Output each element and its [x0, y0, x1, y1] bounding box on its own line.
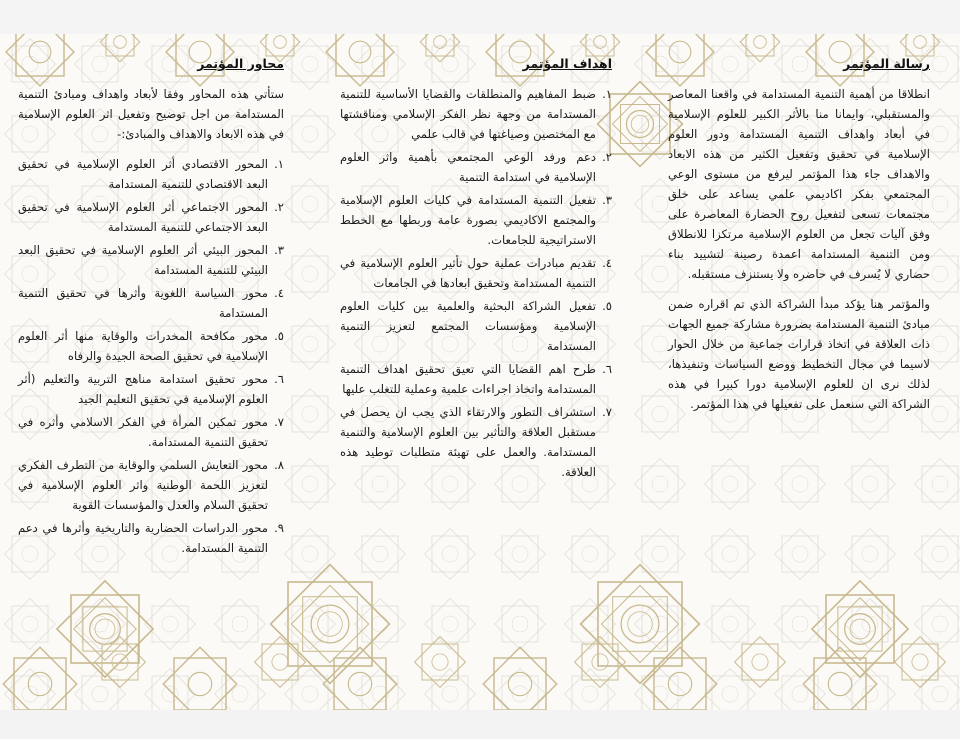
pattern-tile-star: [285, 389, 336, 440]
list-item-number: ٣.: [274, 243, 284, 257]
conference-goals-column: [340, 54, 612, 485]
border-star-bottom: [735, 637, 786, 688]
large-ornament-star: [57, 581, 153, 677]
pattern-tile-star: [355, 669, 406, 710]
list-item-text: دعم ورفد الوعي المجتمعي بأهمية واثر العلوم الإسلامية في استدامة التنمية: [340, 150, 596, 184]
conference-message-title: رسالة المؤتمر: [843, 56, 930, 71]
list-item-number: ٢.: [274, 200, 284, 214]
list-item-text: محور السياسة اللغوية وأثرها في تحقيق التنمية المستدامة: [18, 286, 268, 320]
list-item: [18, 283, 284, 323]
large-ornament-star: [581, 565, 700, 684]
list-item: [340, 359, 612, 399]
list-item: [340, 84, 612, 144]
bottom-margin: [0, 710, 960, 739]
pattern-tile-star: [635, 529, 686, 580]
pattern-tile-star: [915, 529, 960, 580]
pattern-tile-star: [355, 529, 406, 580]
list-item-text: محور تمكين المرأة في الفكر الاسلامي وأثره في تحقيق التنمية المستدامة.: [18, 415, 268, 449]
list-item: [18, 197, 284, 237]
list-item: [340, 147, 612, 187]
pattern-tile-star: [495, 529, 546, 580]
large-ornament-star: [601, 585, 678, 662]
large-ornament-star: [74, 598, 137, 661]
pattern-tile-star: [75, 669, 126, 710]
list-item: [18, 154, 284, 194]
list-item-number: ٥.: [274, 329, 284, 343]
pattern-tile-star: [775, 459, 826, 510]
pattern-tile-star: [845, 669, 896, 710]
top-margin: [0, 0, 960, 34]
border-star-bottom: [163, 647, 237, 710]
list-item-text: محور مكافحة المخدرات والوقاية منها أثر العلوم الإسلامية في تحقيق الصحة الجيدة والرفاه: [18, 329, 268, 363]
large-ornament-star: [271, 565, 390, 684]
list-item: [18, 326, 284, 366]
list-item: [18, 455, 284, 515]
pattern-tile-star: [285, 179, 336, 230]
conference-axes-column: [18, 54, 284, 561]
list-item-number: ١.: [274, 157, 284, 171]
list-item-number: ٦.: [602, 362, 612, 376]
pattern-tile-star: [145, 599, 196, 650]
pattern-tile-star: [285, 599, 336, 650]
pattern-tile-star: [915, 599, 960, 650]
conference-axes-intro: ستأتي هذه المحاور وفقا لأبعاد واهداف ومبادئ التنمية المستدامة من اجل توضيح وتفعيل اثر العلوم الإسلامية في هذه الابعاد والاهداف والمبادئ:-: [18, 87, 284, 141]
list-item-text: تفعيل الشراكة البحثية والعلمية بين كليات العلوم الإسلامية ومؤسسات المجتمع لتعزيز التنمية المستدامة: [340, 299, 596, 353]
list-item-number: ٨.: [274, 458, 284, 472]
list-item: [18, 369, 284, 409]
pattern-tile-star: [705, 459, 756, 510]
list-item-number: ١.: [602, 87, 612, 101]
large-ornament-star: [291, 585, 368, 662]
list-item-number: ٣.: [602, 193, 612, 207]
list-item-text: طرح اهم القضايا التي تعيق تحقيق اهداف التنمية المستدامة واتخاذ اجراءات علمية وعملية للتغلب عليها: [340, 362, 596, 396]
pattern-tile-star: [915, 669, 960, 710]
pattern-tile-star: [425, 599, 476, 650]
border-star-bottom: [415, 637, 466, 688]
list-item: [340, 253, 612, 293]
list-item-text: تفعيل التنمية المستدامة في كليات العلوم الإسلامية والمجتمع الاكاديمي بصورة عامة وربطها مع الخطط الاستراتيجية للجامعات.: [340, 193, 596, 247]
list-item-text: تقديم مبادرات عملية حول تأثير العلوم الإسلامية في التنمية المستدامة وتحقيق ابعادها في الجامعات: [340, 256, 596, 290]
list-item-number: ٤.: [602, 256, 612, 270]
pattern-tile-star: [705, 599, 756, 650]
list-item-number: ٦.: [274, 372, 284, 386]
pattern-tile-star: [845, 529, 896, 580]
pattern-tile-star: [565, 599, 616, 650]
pattern-tile-star: [145, 669, 196, 710]
pattern-tile-star: [5, 599, 56, 650]
conference-goals-title: اهداف المؤتمر: [522, 56, 612, 71]
list-item-text: محور التعايش السلمي والوقاية من التطرف الفكري لتعزيز اللحمة الوطنية واثر العلوم الإسلامية في تحقيق السلام والعدل والمؤسسات القوية: [18, 458, 268, 512]
pattern-tile-star: [215, 599, 266, 650]
pattern-tile-star: [565, 529, 616, 580]
pattern-tile-star: [285, 529, 336, 580]
list-item-text: ضبط المفاهيم والمنطلقات والقضايا الأساسية للتنمية المستدامة من وجهة نظر الفكر الإسلامي ومناقشتها مع المختصين وصياغتها في قالب علمي: [340, 87, 596, 141]
pattern-tile-star: [355, 599, 406, 650]
pattern-tile-star: [775, 529, 826, 580]
pattern-tile-star: [425, 669, 476, 710]
pattern-tile-star: [285, 319, 336, 370]
list-item: [340, 402, 612, 482]
pattern-tile-star: [565, 669, 616, 710]
list-item-number: ٥.: [602, 299, 612, 313]
list-item-text: محور تحقيق استدامة مناهج التربية والتعليم (أثر العلوم الإسلامية في تحقيق التعليم الجيد: [18, 372, 268, 406]
conference-message-column: [668, 54, 930, 424]
pattern-tile-star: [635, 459, 686, 510]
pattern-tile-star: [775, 669, 826, 710]
list-item-number: ٧.: [602, 405, 612, 419]
list-item-text: محور الدراسات الحضارية والتاريخية وأثرها في دعم التنمية المستدامة.: [18, 521, 268, 555]
large-ornament-star: [812, 581, 908, 677]
conference-message-paragraph: والمؤتمر هنا يؤكد مبدأ الشراكة الذي تم اقراره ضمن مبادئ التنمية المستدامة بضرورة مشاركة جميع الجهات ذات العلاقة في اتخاذ قرارات جماعية من خلال الحوار لاسيما في مجال التخطيط ووضع السياسات وتنفيذها، لذلك نرى ان للعلوم الإسلامية دورا كبيرا في هذه الشراكة التي سنعمل على تفعيلها في هذا المؤتمر.: [668, 297, 930, 411]
list-item-number: ٤.: [274, 286, 284, 300]
pattern-tile-star: [75, 599, 126, 650]
conference-message-paragraph: انطلاقا من أهمية التنمية المستدامة في واقعنا المعاصر والمستقبلي، وايمانا منا بالأثر الكبير للعلوم الإسلامية في أبعاد واهداف التنمية المستدامة ودور العلوم الإسلامية في تحقيق وتفعيل الكثير من هذه الابعاد والاهداف جاء هذا المؤتمر ليرفع من مستوى الوعي المجتمعي بفكر اكاديمي علمي يساعد على خلق مجتمعات تسعى لتفعيل روح الحضارة المعاصرة على وفق آليات تجعل من العلوم الإسلامية مرتكزا للانطلاق ومن التنمية المستدامة اعمدة رصينة لتشييد بناء حضاري لا يُسرف في حاضره ولا يستنزف مستقبله.: [668, 87, 930, 281]
pattern-tile-star: [285, 109, 336, 160]
pattern-tile-star: [215, 669, 266, 710]
large-ornament-star: [829, 598, 892, 661]
conference-axes-title: محاور المؤتمر: [197, 56, 284, 71]
border-star-bottom: [895, 637, 946, 688]
list-item-number: ٢.: [602, 150, 612, 164]
conference-axes-list: [18, 154, 284, 558]
list-item: [340, 296, 612, 356]
pattern-tile-star: [705, 529, 756, 580]
list-item: [18, 412, 284, 452]
pattern-tile-star: [425, 529, 476, 580]
pattern-tile-star: [915, 459, 960, 510]
border-star-bottom: [483, 647, 557, 710]
pattern-tile-star: [845, 459, 896, 510]
border-star-bottom: [643, 647, 717, 710]
list-item-text: المحور البيئي أثر العلوم الإسلامية في تحقيق البعد البيئي للتنمية المستدامة: [18, 243, 268, 277]
conference-goals-list: [340, 84, 612, 482]
brochure-sheet: [0, 34, 960, 710]
pattern-tile-star: [635, 669, 686, 710]
border-star-bottom: [255, 637, 306, 688]
large-ornament-star: [612, 96, 667, 151]
list-item-number: ٧.: [274, 415, 284, 429]
pattern-tile-star: [635, 599, 686, 650]
list-item-text: المحور الاجتماعي أثر العلوم الإسلامية في تحقيق البعد الاجتماعي للتنمية المستدامة: [18, 200, 268, 234]
pattern-tile-star: [285, 459, 336, 510]
pattern-tile-star: [285, 39, 336, 90]
list-item-text: المحور الاقتصادي أثر العلوم الإسلامية في تحقيق البعد الاقتصادي للتنمية المستدامة: [18, 157, 268, 191]
list-item: [340, 190, 612, 250]
list-item: [18, 518, 284, 558]
list-item: [18, 240, 284, 280]
list-item-text: استشراف التطور والارتقاء الذي يجب ان يحصل في مستقبل العلاقة والتأثير بين العلوم الإسلامية والتنمية المستدامة. والعمل على تهيئة متطلبات توطيد هذه العلاقة.: [340, 405, 596, 479]
pattern-tile-star: [495, 599, 546, 650]
pattern-tile-star: [285, 249, 336, 300]
list-item-number: ٩.: [274, 521, 284, 535]
